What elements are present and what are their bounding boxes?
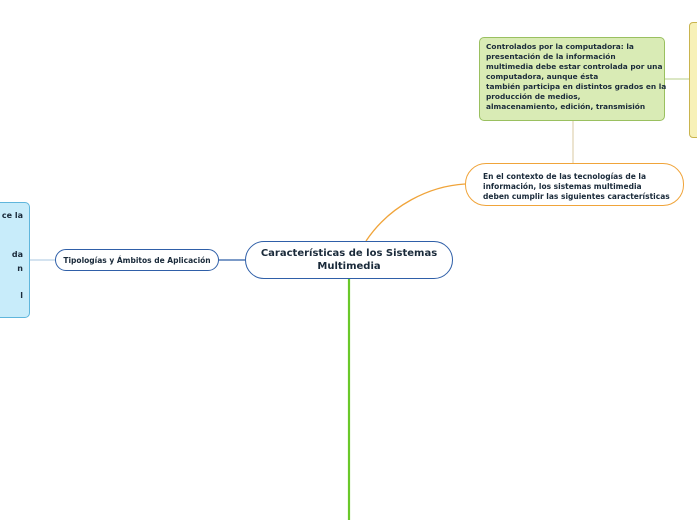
subtopic-line-2: presentación de la información (486, 52, 616, 61)
link-central-to-right (366, 184, 465, 241)
left-subtopic-text-1: ce la (1, 211, 23, 220)
topic-contexto-line-3: deben cumplir las siguientes características (483, 192, 670, 201)
topic-tipologias-label: Tipologías y Ámbitos de Aplicación (63, 255, 211, 265)
subtopic-line-1: Controlados por la computadora: la (486, 42, 634, 51)
left-subtopic-text-2: da (11, 250, 23, 259)
subtopic-line-4: computadora, aunque ésta (486, 72, 599, 81)
subtopic-line-6: producción de medios, (486, 92, 581, 101)
central-topic-line-2: Multimedia (317, 261, 381, 272)
central-topic-line-1: Características de los Sistemas (260, 248, 438, 259)
left-subtopic-text-4: l (20, 291, 23, 300)
left-subtopic-box[interactable] (0, 202, 30, 318)
topic-contexto-line-1: En el contexto de las tecnologías de la (483, 172, 647, 181)
topic-tipologias[interactable] (55, 249, 219, 271)
left-subtopic-text-3: n (17, 264, 23, 273)
subtopic-controlados[interactable] (479, 37, 665, 121)
subtopic-line-5: también participa en distintos grados en la (486, 82, 667, 91)
subtopic-line-3: multimedia debe estar controlada por una (486, 62, 663, 71)
subtopic-line-7: almacenamiento, edición, transmisión (486, 102, 646, 111)
topic-contexto-line-2: información, los sistemas multimedia (483, 182, 642, 191)
central-topic[interactable] (245, 241, 453, 279)
topic-contexto[interactable] (465, 163, 684, 206)
note-box-cutoff[interactable] (689, 22, 697, 138)
